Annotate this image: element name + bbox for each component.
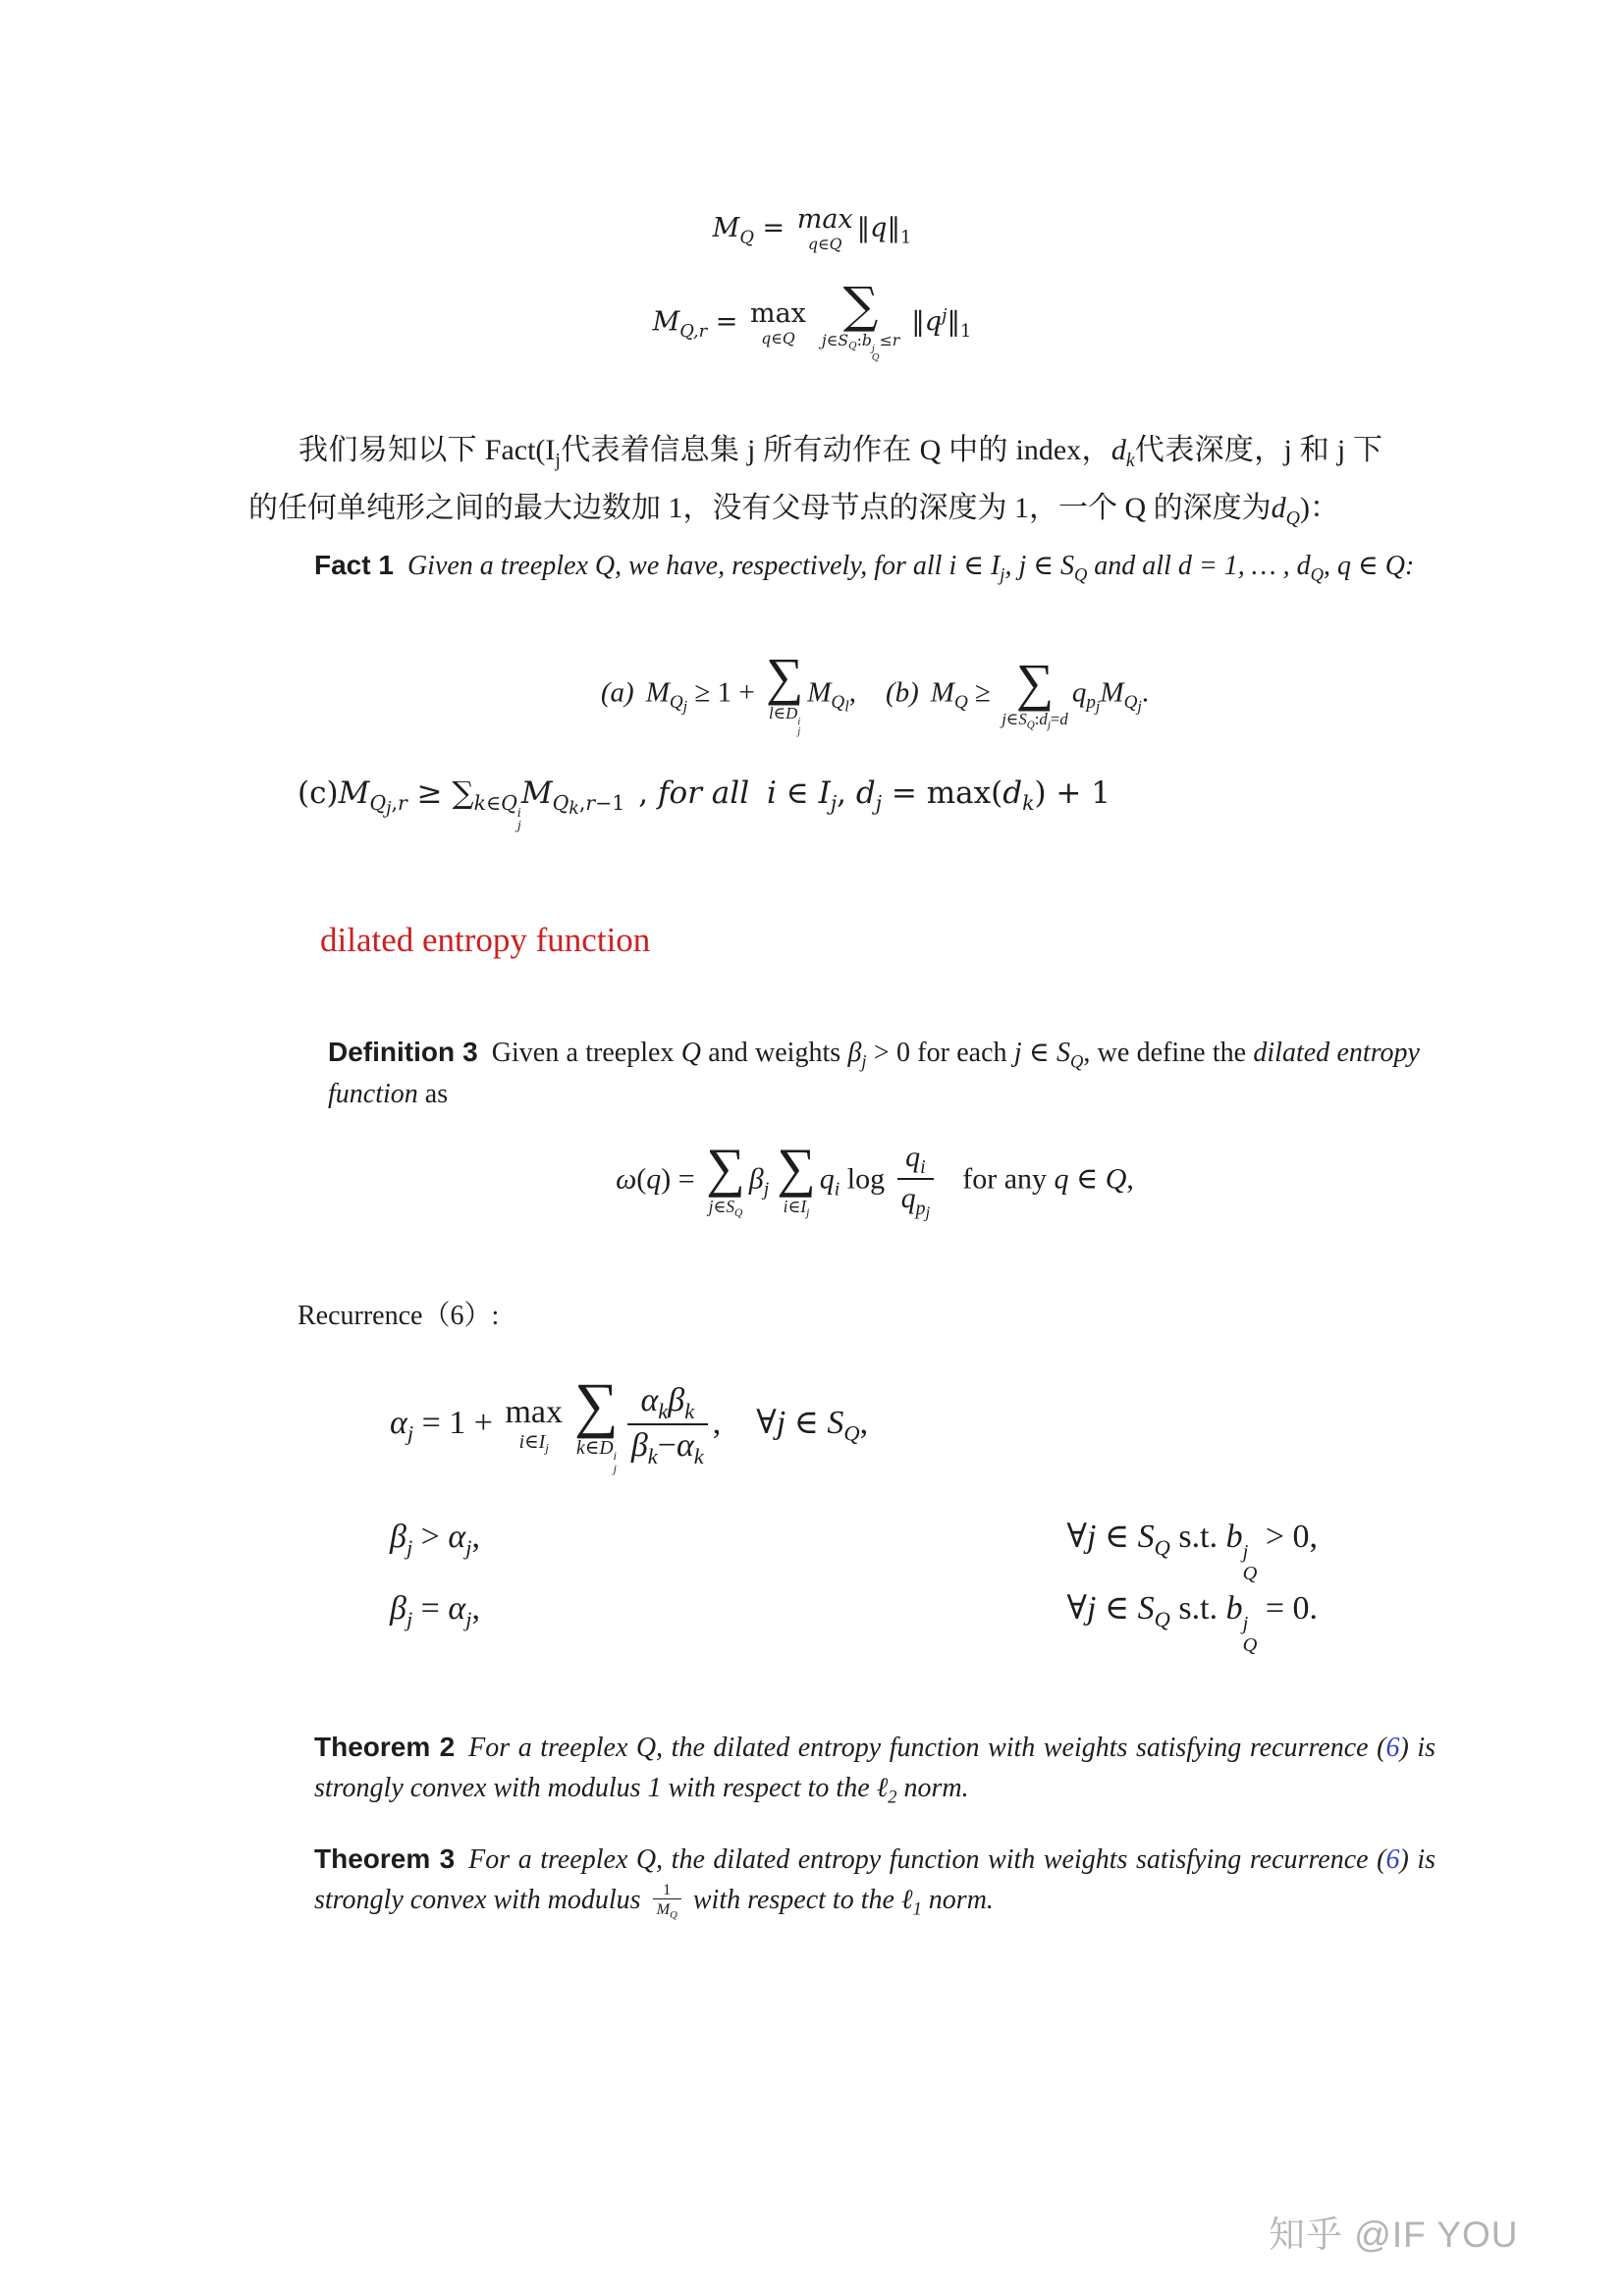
- omega-formula: ω(q) = ∑ $j\in S_Q$ $\beta_j$ ∑ $i\in I_j$ $q_i$ log $q_i$ $q_{pj}$ for any q ∈ Q,: [616, 1138, 1134, 1222]
- sum-operator: ∑ $i\in I_j$: [777, 1138, 816, 1220]
- fraction: $\frac{1}{M_Q}$: [653, 1882, 681, 1921]
- section-heading-red: dilated entropy function: [320, 921, 651, 959]
- theorem3-statement: Theorem 3 For a treeplex Q, the dilated entropy function with weights satisfying recurrence (6) is strongly convex with modulus $\frac{1}{M_Q}$ with respect to the ℓ$_1$ norm.: [314, 1843, 1435, 1921]
- recurrence-label: Recurrence（6）:: [298, 1301, 500, 1331]
- watermark: 知乎 @IF YOU: [1269, 2215, 1519, 2255]
- max-operator: max $i\in I_j$: [505, 1393, 563, 1456]
- fact-ab-formula: (a) $M_{Qj} \ge 1$ + ∑ l∈D i j $M_{Ql}$, (b) $M_Q$ ≥ ∑ $j\in S_Q:d_j=d$ $q_{pj}M_{Qj}$.: [600, 647, 1150, 738]
- sum-operator: ∑ k∈D i j: [574, 1370, 619, 1475]
- beta-gt-right: ∀j ∈ $S_Q$ s.t. b j Q > 0,: [1066, 1519, 1318, 1584]
- sum-operator: ∑ $j\in S_Q:b$ j Q ≤r: [821, 277, 900, 364]
- sum-operator: ∑ $j\in S_Q$: [706, 1138, 745, 1220]
- beta-gt-left: $\beta_j > \alpha_j$,: [390, 1519, 480, 1560]
- fact1-statement: Fact 1 Given a treeplex Q, we have, respectively, for all i ∈ $I_j$, j ∈ $S_Q$ and all d = 1, … , $d_Q$, q ∈ Q:: [314, 550, 1415, 585]
- max-operator: max q∈Q: [749, 297, 806, 347]
- sum-operator: ∑ l∈D i j: [765, 647, 804, 738]
- beta-eq-row: [390, 1588, 1318, 1656]
- beta-eq-left: $\beta_j = \alpha_j$,: [390, 1590, 480, 1631]
- definition3-statement: Definition 3 Given a treeplex Q and weights $\beta_j > 0$ for each j ∈ $S_Q$, we define the dilated entropy function as: [328, 1037, 1420, 1110]
- reference-link[interactable]: 6: [1385, 1844, 1400, 1875]
- alpha-recurrence-formula: $\alpha_j = 1$ + max $i\in I_j$ ∑ k∈D i j $\alpha_k\beta_k$ $\beta_k-\alpha_k$ , ∀j ∈ $S_Q$,: [390, 1370, 869, 1475]
- theorem2-statement: Theorem 2 For a treeplex Q, the dilated entropy function with weights satisfying recurrence (6) is strongly convex with modulus 1 with respect to the ℓ$_2$ norm.: [314, 1732, 1435, 1807]
- beta-eq-right: ∀j ∈ $S_Q$ s.t. b j Q = 0.: [1066, 1590, 1318, 1656]
- fraction: $\alpha_k\beta_k$ $\beta_k-\alpha_k$: [627, 1382, 708, 1468]
- fraction: $q_i$ $q_{pj}$: [897, 1141, 935, 1223]
- beta-gt-row: [390, 1517, 1318, 1584]
- max-operator: max q∈Q: [796, 204, 853, 253]
- reference-link[interactable]: 6: [1385, 1733, 1400, 1763]
- fact-c-formula: $(c)M_{Qj,r} \ge \sum_{k\in Q i j}$ $M_{Qk,r-1}$ , for all i ∈ $I_j$, $d_j = \max(d_k) + 1$: [298, 775, 1110, 832]
- formula-mq: $M_Q$ = max q∈Q $‖q‖_1$: [712, 204, 912, 253]
- sum-operator: ∑ $j\in S_Q:d_j=d$: [1001, 653, 1068, 732]
- formula-mqr: $M_{Q,r}$ = max q∈Q ∑ $j\in S_Q:b$ j Q ≤r $‖q^j‖_1$: [652, 277, 972, 364]
- chinese-paragraph: 我们易知以下 $Fact(I_j$代表着信息集 j 所有动作在 Q 中的 index，$d_k$代表深度，j 和 j 下的任何单纯形之间的最大边数加 1，没有父母节点的深度为 1，一个 Q 的深度为$d_Q$)：: [248, 434, 1383, 529]
